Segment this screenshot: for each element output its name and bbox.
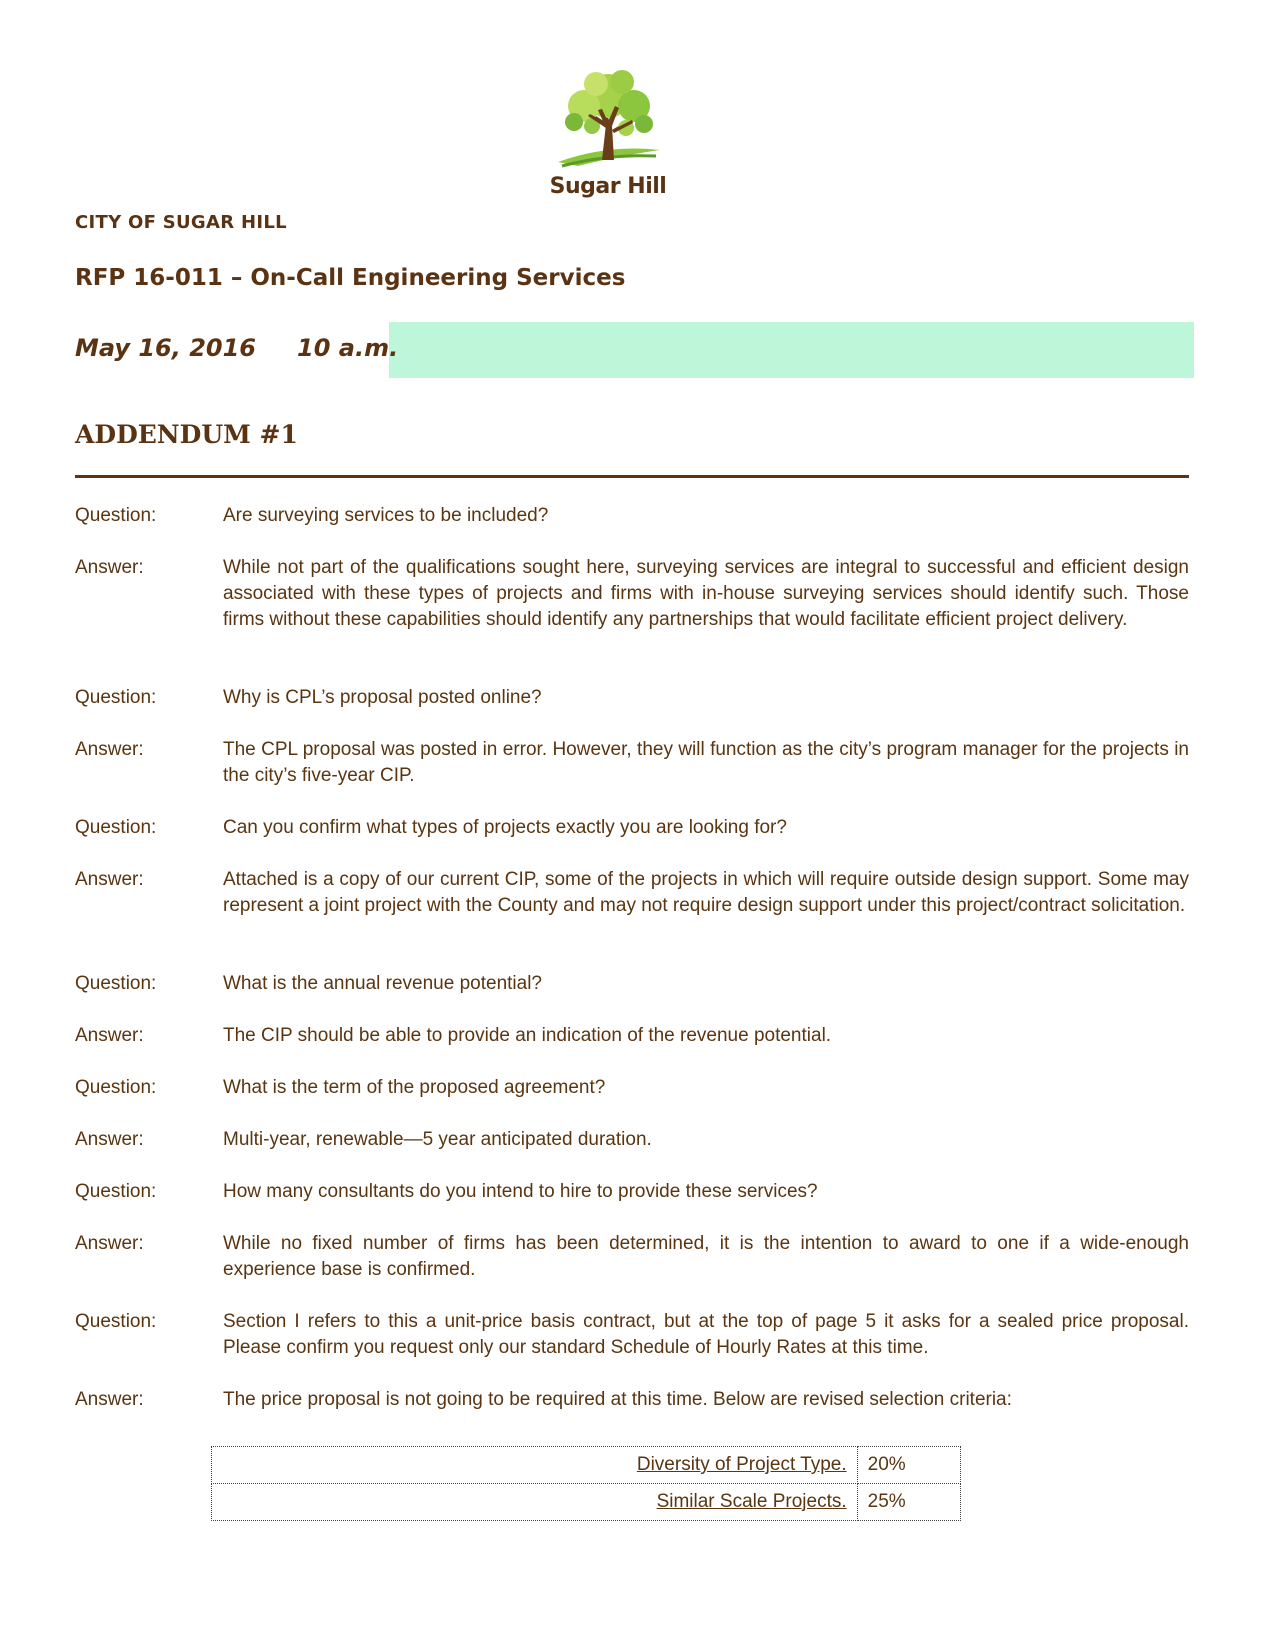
qa-item <box>75 1309 1189 1361</box>
qa-label: Answer: <box>75 1389 144 1410</box>
highlight-field <box>389 322 1194 378</box>
criterion-name: Similar Scale Projects. <box>212 1484 858 1521</box>
qa-text: What is the annual revenue potential? <box>223 973 542 994</box>
qa-item <box>75 971 1189 997</box>
date-text: May 16, 2016 <box>75 334 257 362</box>
qa-item <box>75 1179 1189 1205</box>
criterion-name: Diversity of Project Type. <box>212 1447 858 1484</box>
sugar-hill-logo <box>548 66 668 206</box>
organization-name: CITY OF SUGAR HILL <box>75 212 287 233</box>
qa-text: Can you confirm what types of projects exactly you are looking for? <box>223 817 787 838</box>
tree-icon <box>548 66 668 174</box>
qa-item <box>75 737 1189 789</box>
selection-criteria-table <box>211 1446 961 1521</box>
qa-text: Attached is a copy of our current CIP, some of the projects in which will require outside design support. Some may represent a joint project with the County and may not require design support under this project/contract solicitation. <box>223 869 1189 916</box>
qa-item <box>75 1023 1189 1049</box>
qa-label: Question: <box>75 1077 157 1098</box>
criterion-weight: 20% <box>857 1447 960 1484</box>
qa-text: Section I refers to this a unit-price basis contract, but at the top of page 5 it asks for a sealed price proposal. Please confirm you request only our standard Schedule of Hourly Rates at this time. <box>223 1311 1189 1358</box>
qa-text: While no fixed number of firms has been determined, it is the intention to award to one if a wide-enough experience base is confirmed. <box>223 1233 1189 1280</box>
qa-item <box>75 1387 1189 1413</box>
qa-label: Answer: <box>75 1129 144 1150</box>
qa-label: Question: <box>75 973 157 994</box>
logo-text: Sugar Hill <box>549 174 667 199</box>
qa-label: Question: <box>75 1181 157 1202</box>
qa-item <box>75 815 1189 841</box>
qa-label: Answer: <box>75 869 144 890</box>
qa-item <box>75 1075 1189 1101</box>
qa-text: The CIP should be able to provide an indication of the revenue potential. <box>223 1025 832 1046</box>
qa-text: Multi-year, renewable—5 year anticipated duration. <box>223 1129 652 1150</box>
qa-label: Question: <box>75 817 157 838</box>
qa-text: While not part of the qualifications sought here, surveying services are integral to successful and efficient design associated with these types of projects and firms with in-house surveying services should identify such. Those firms without these capabilities should identify any partnerships that would facilitate efficient project delivery. <box>223 557 1189 630</box>
qa-label: Question: <box>75 1311 157 1332</box>
qa-item <box>75 1127 1189 1153</box>
qa-text: How many consultants do you intend to hire to provide these services? <box>223 1181 818 1202</box>
qa-text: The price proposal is not going to be required at this time. Below are revised selection criteria: <box>223 1389 1012 1410</box>
qa-label: Answer: <box>75 557 144 578</box>
qa-label: Answer: <box>75 1233 144 1254</box>
time-text: 10 a.m. <box>297 334 399 362</box>
table-row <box>212 1447 961 1484</box>
qa-label: Question: <box>75 687 157 708</box>
addendum-heading: ADDENDUM #1 <box>75 420 298 449</box>
table-row <box>212 1484 961 1521</box>
qa-item <box>75 555 1189 633</box>
qa-item <box>75 867 1189 919</box>
qa-item <box>75 685 1189 711</box>
qa-text: What is the term of the proposed agreement? <box>223 1077 606 1098</box>
qa-label: Answer: <box>75 739 144 760</box>
divider <box>75 475 1189 478</box>
qa-item <box>75 503 1189 529</box>
qa-label: Answer: <box>75 1025 144 1046</box>
qa-text: Why is CPL’s proposal posted online? <box>223 687 542 708</box>
qa-label: Question: <box>75 505 157 526</box>
qa-item <box>75 1231 1189 1283</box>
rfp-title: RFP 16-011 – On-Call Engineering Services <box>75 265 626 291</box>
qa-text: Are surveying services to be included? <box>223 505 549 526</box>
qa-text: The CPL proposal was posted in error. However, they will function as the city’s program manager for the projects in the city’s five-year CIP. <box>223 739 1189 786</box>
criterion-weight: 25% <box>857 1484 960 1521</box>
